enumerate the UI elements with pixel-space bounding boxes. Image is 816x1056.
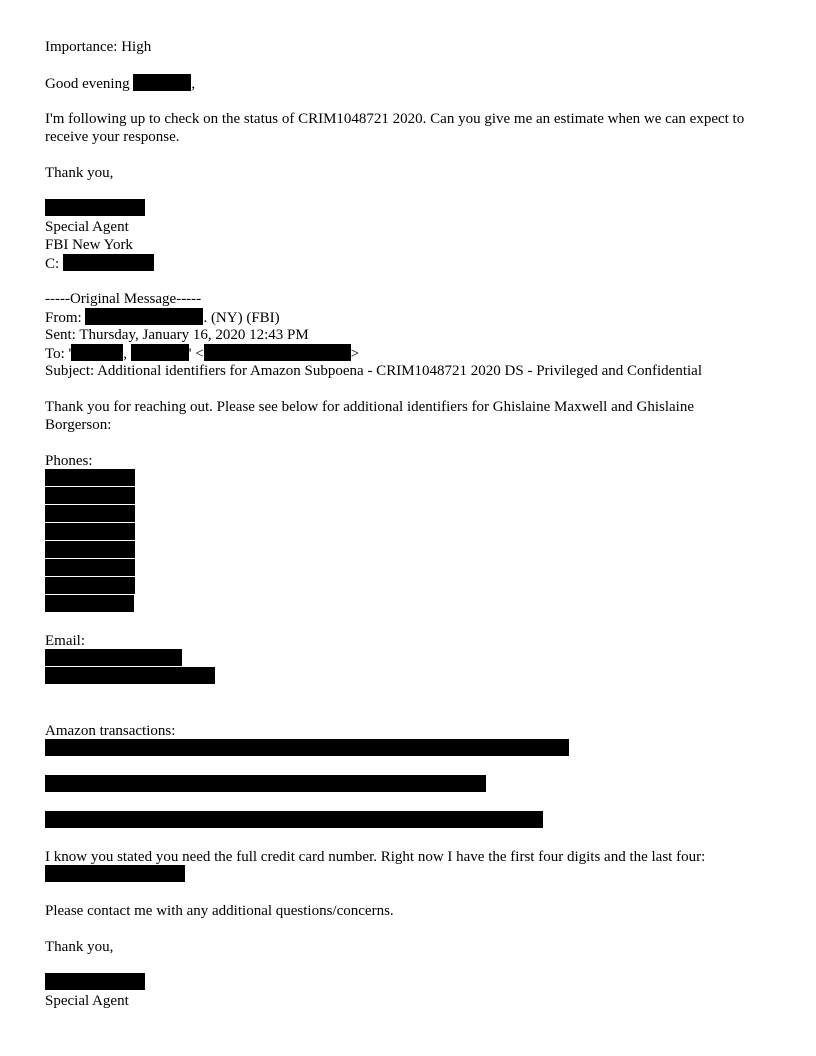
redaction-phone xyxy=(45,469,135,486)
original-signature-title: Special Agent xyxy=(45,993,129,1009)
to-end: > xyxy=(350,346,360,362)
signature-cell-line xyxy=(45,254,154,273)
to-line xyxy=(45,344,359,363)
from-line xyxy=(45,308,280,327)
from-suffix: . (NY) (FBI) xyxy=(203,310,280,326)
redaction-sender-name xyxy=(45,199,145,216)
reply-body: I'm following up to check on the status of CRIM1048721 2020. Can you give me an estimate when we can expect to receive your response. xyxy=(45,111,745,145)
redaction-phone xyxy=(45,487,135,504)
subject-line: Subject: Additional identifiers for Amazon Subpoena - CRIM1048721 2020 DS - Privileged and Confidential xyxy=(45,363,702,379)
redaction-phone xyxy=(45,559,135,576)
credit-card-text: I know you stated you need the full credit card number. Right now I have the first four digits and the last four: xyxy=(45,849,706,865)
to-separator-2: ' < xyxy=(188,346,204,362)
greeting-line xyxy=(45,74,195,93)
to-label: To: ' xyxy=(45,346,72,362)
to-separator: , xyxy=(123,346,127,362)
original-intro: Thank you for reaching out. Please see below for additional identifiers for Ghislaine Maxwell and Ghislaine Borgerson: xyxy=(45,399,694,433)
redaction-original-sender-name xyxy=(45,973,145,990)
redaction-to-lastname xyxy=(71,344,123,361)
original-closing: Thank you, xyxy=(45,939,114,955)
redaction-credit-card xyxy=(45,865,185,882)
redaction-phone xyxy=(45,505,135,522)
contact-text: Please contact me with any additional questions/concerns. xyxy=(45,903,394,919)
redaction-amazon-transaction xyxy=(45,775,486,792)
sent-line: Sent: Thursday, January 16, 2020 12:43 PM xyxy=(45,327,309,343)
redaction-amazon-transaction xyxy=(45,811,543,828)
redaction-email xyxy=(45,649,182,666)
redaction-phone xyxy=(45,595,134,612)
redaction-phone xyxy=(45,541,135,558)
signature-title: Special Agent xyxy=(45,219,129,235)
redaction-amazon-transaction xyxy=(45,739,569,756)
redaction-recipient-name xyxy=(133,74,191,91)
amazon-transactions-label: Amazon transactions: xyxy=(45,723,176,739)
redaction-phone xyxy=(45,523,135,540)
redaction-phone xyxy=(45,577,135,594)
redaction-email xyxy=(45,667,215,684)
redaction-cell-number xyxy=(63,254,154,271)
redaction-to-firstname xyxy=(131,344,189,361)
cell-label: C: xyxy=(45,256,60,272)
importance-line: Importance: High xyxy=(45,39,152,55)
redaction-from-name xyxy=(85,308,203,325)
phones-label: Phones: xyxy=(45,453,93,469)
from-label: From: xyxy=(45,310,82,326)
original-message-divider: -----Original Message----- xyxy=(45,291,202,307)
greeting-suffix: , xyxy=(191,76,196,92)
signature-office: FBI New York xyxy=(45,237,133,253)
email-label: Email: xyxy=(45,633,85,649)
greeting-text: Good evening xyxy=(45,76,130,92)
redaction-to-email xyxy=(204,344,351,361)
reply-closing: Thank you, xyxy=(45,165,114,181)
